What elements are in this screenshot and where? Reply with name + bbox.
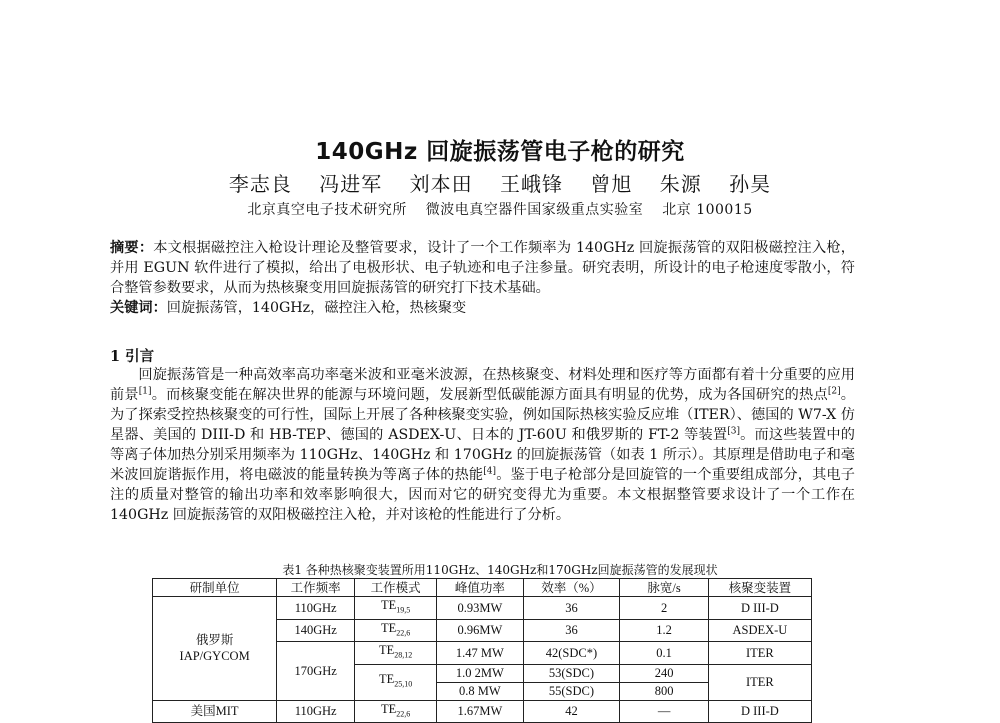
table-cell: — [620,700,708,723]
citation: [1] [138,386,152,397]
table-header: 工作模式 [355,579,437,597]
author-name: 刘本田 [409,172,473,196]
table-caption: 表1 各种热核聚变装置所用110GHz、140GHz和170GHz回旋振荡管的发展现状 [282,563,718,577]
table-header: 工作频率 [277,579,355,597]
intro-text: 。而这些装置中的等离子体加热分别采用频率为 110GHz、140GHz 和 170GHz 的回旋振荡管（如表 1 所示）。其原理是借助电子和毫米波回旋谐振作用，将电磁波的能量转换为等离子体的热能 [110,427,855,483]
table-cell: ITER [708,664,811,700]
table-cell: 42(SDC*) [523,642,620,665]
citation: [2] [827,386,841,397]
author-list [0,168,1000,197]
table-header: 脉宽/s [620,579,708,597]
table-cell: 0.8 MW [437,682,523,700]
table-cell-mode: $TE_{22,6}$ [355,700,437,723]
table-cell: 53(SDC) [523,664,620,682]
author-name: 孙昊 [729,172,772,196]
unit-name: IAP/GYCOM [179,649,250,664]
keywords-label: 关键词： [110,300,167,316]
abstract [110,238,855,298]
gyrotron-table [152,578,812,723]
intro-text: 回旋振荡管是一种高效率高功率毫米波和亚毫米波源，在热核聚变、材料处理和医疗等方面都有着十分重要的应用前景 [110,367,855,403]
table-cell: ITER [708,642,811,665]
keywords-text: 回旋振荡管，140GHz，磁控注入枪，热核聚变 [166,300,467,316]
section-heading: 1 引言 [110,348,155,365]
table-row [153,700,812,723]
author-name: 冯进军 [319,172,383,196]
table-cell: 110GHz [277,700,355,723]
table-cell-mode: $TE_{19,5}$ [355,597,437,620]
unit-name: 俄罗斯 [195,633,234,648]
author-name: 曾旭 [590,172,633,196]
table-cell: 170GHz [277,642,355,701]
table-cell-unit: 美国MIT [153,700,277,723]
intro-text: 。为了探索受控热核聚变的可行性，国际上开展了各种核聚变实验，例如国际热核实验反应堆（ITER）、德国的 W7-X 仿星器、美国的 DIII-D 和 HB-TEP、德国的 ASDEX-U、日本的 JT-60U 和俄罗斯的 FT-2 等装置 [110,387,855,443]
table-header: 核聚变装置 [708,579,811,597]
abstract-text: 本文根据磁控注入枪设计理论及整管要求，设计了一个工作频率为 140GHz 回旋振荡管的双阳极磁控注入枪，并用 EGUN 软件进行了模拟，给出了电极形状、电子轨迹和电子注参量。研究表明，所设计的电子枪速度零散小，符合整管参数要求，从而为热核聚变用回旋振荡管的研究打下技术基础。 [110,240,855,296]
table-cell: D III-D [708,597,811,620]
intro-paragraph [110,365,855,525]
table-cell-mode: $TE_{28,12}$ [355,642,437,665]
table-cell: 1.2 [620,619,708,642]
table-cell-mode: $TE_{25,10}$ [355,664,437,700]
table-cell: 240 [620,664,708,682]
table-header: 研制单位 [153,579,277,597]
affiliation-lab: 微波电真空器件国家级重点实验室 [425,202,644,218]
table-header-row [153,579,812,597]
table-row [153,597,812,620]
table-cell: 1.0 2MW [437,664,523,682]
citation: [3] [727,426,740,437]
intro-text: 。鉴于电子枪部分是回旋管的一个重要组成部分，其电子注的质量对整管的输出功率和效率影响很大，因而对它的研究变得尤为重要。本文根据整管要求设计了一个工作在 140GHz 回旋振荡管的双阳极磁控注入枪，并对该枪的性能进行了分析。 [110,467,855,523]
table-cell: 36 [523,619,620,642]
table-cell-unit [153,597,277,701]
table-header: 效率（%） [523,579,620,597]
abstract-label: 摘要： [110,240,154,256]
affiliation-institute: 北京真空电子技术研究所 [247,202,407,218]
table-cell: 2 [620,597,708,620]
table-cell: 140GHz [277,619,355,642]
affiliation [0,199,1000,219]
table-cell: 55(SDC) [523,682,620,700]
table-cell: 110GHz [277,597,355,620]
table-cell: 36 [523,597,620,620]
citation: [4] [483,466,497,477]
table-cell: D III-D [708,700,811,723]
table-cell: ASDEX-U [708,619,811,642]
author-name: 朱源 [659,172,702,196]
table-cell: 0.1 [620,642,708,665]
table-cell: 800 [620,682,708,700]
paper-title: 140GHz 回旋振荡管电子枪的研究 [315,139,685,165]
table-cell: 42 [523,700,620,723]
table-cell: 0.96MW [437,619,523,642]
author-name: 王峨锋 [500,172,563,196]
author-name: 李志良 [228,172,292,196]
table-cell: 0.93MW [437,597,523,620]
table-cell-mode: $TE_{22,6}$ [355,619,437,642]
table-header: 峰值功率 [437,579,523,597]
keywords [110,298,855,318]
table-cell: 1.47 MW [437,642,523,665]
table-cell: 1.67MW [437,700,523,723]
affiliation-city: 北京 100015 [662,202,753,218]
intro-text: 。而核聚变能在解决世界的能源与环境问题，发展新型低碳能源方面具有明显的优势，成为各国研究的热点 [151,387,828,403]
